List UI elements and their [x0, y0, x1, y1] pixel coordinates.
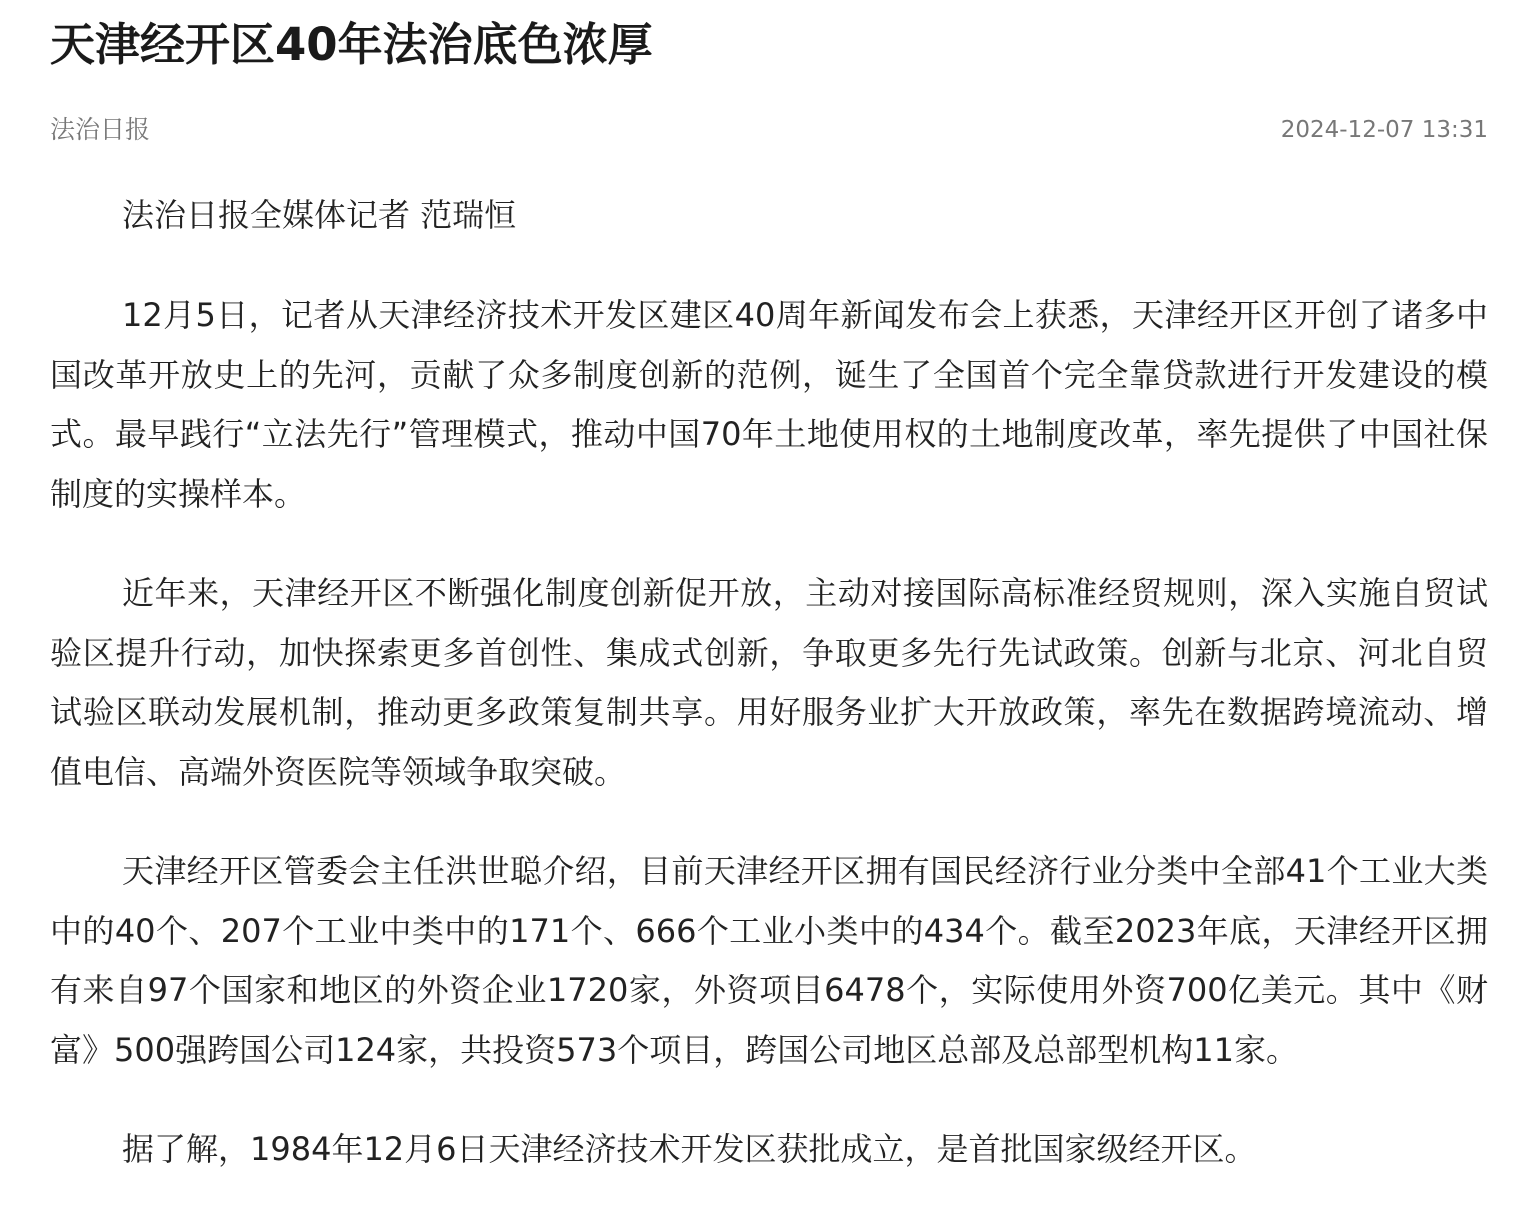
- article-body: [50, 186, 1488, 1220]
- article-paragraph: 天津经开区管委会主任洪世聪介绍，目前天津经开区拥有国民经济行业分类中全部41个工业大类中的40个、207个工业中类中的171个、666个工业小类中的434个。截至2023年底，天津经开区拥有来自97个国家和地区的外资企业1720家，外资项目6478个，实际使用外资700亿美元。其中《财富》500强跨国公司124家，共投资573个项目，跨国公司地区总部及总部型机构11家。: [50, 852, 1488, 1069]
- article-timestamp: 2024-12-07 13:31: [1280, 117, 1488, 143]
- article: [50, 0, 1488, 1168]
- article-paragraph: 12月5日，记者从天津经济技术开发区建区40周年新闻发布会上获悉，天津经开区开创了诸多中国改革开放史上的先河，贡献了众多制度创新的范例，诞生了全国首个完全靠贷款进行开发建设的模式。最早践行“立法先行”管理模式，推动中国70年土地使用权的土地制度改革，率先提供了中国社保制度的实操样本。: [50, 296, 1488, 513]
- article-paragraph: 据了解，1984年12月6日天津经济技术开发区获批成立，是首批国家级经开区。: [122, 1130, 1257, 1168]
- article-byline: 法治日报全媒体记者 范瑞恒: [122, 196, 517, 234]
- article-source: 法治日报: [50, 115, 151, 144]
- article-title: 天津经开区40年法治底色浓厚: [50, 18, 653, 71]
- article-meta: [50, 106, 1488, 154]
- article-paragraph: 近年来，天津经开区不断强化制度创新促开放，主动对接国际高标准经贸规则，深入实施自贸试验区提升行动，加快探索更多首创性、集成式创新，争取更多先行先试政策。创新与北京、河北自贸试验区联动发展机制，推动更多政策复制共享。用好服务业扩大开放政策，率先在数据跨境流动、增值电信、高端外资医院等领域争取突破。: [50, 574, 1488, 791]
